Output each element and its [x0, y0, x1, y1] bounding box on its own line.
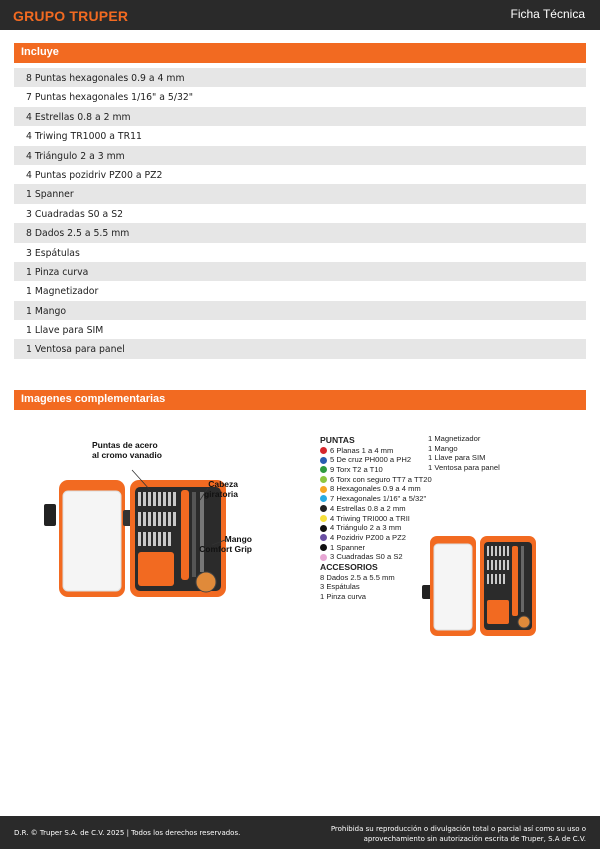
tip-color-icon: [320, 447, 327, 454]
extra-item: 1 Magnetizador: [428, 434, 481, 443]
accessories-title: ACCESORIOS: [320, 561, 378, 572]
tip-color-icon: [320, 457, 327, 464]
includes-heading: Incluye: [14, 43, 586, 63]
include-item: 7 Puntas hexagonales 1/16" a 5/32": [14, 87, 586, 106]
tip-legend-item: [320, 455, 432, 465]
tip-legend-item: [320, 533, 432, 543]
tip-legend-item: [320, 465, 432, 475]
tip-legend-label: 9 Torx T2 a T10: [330, 465, 383, 475]
include-item: 4 Estrellas 0.8 a 2 mm: [14, 107, 586, 126]
accessory-item: 8 Dados 2.5 a 5.5 mm: [320, 572, 395, 582]
tip-legend-item: [320, 514, 432, 524]
tip-legend-item: [320, 446, 432, 456]
tips-legend: [320, 436, 432, 602]
tip-legend-item: [320, 484, 432, 494]
include-item: 1 Ventosa para panel: [14, 339, 586, 358]
tip-legend-item: [320, 523, 432, 533]
tip-legend-label: 4 Estrellas 0.8 a 2 mm: [330, 503, 406, 513]
tip-color-icon: [320, 544, 327, 551]
tip-legend-label: 6 Planas 1 a 4 mm: [330, 445, 394, 455]
accessory-item: 3 Espátulas: [320, 582, 360, 592]
include-item: 4 Triwing TR1000 a TR11: [14, 126, 586, 145]
tip-color-icon: [320, 486, 327, 493]
footer-notice: Prohibida su reproducción o divulgación total o parcial así como su uso o aprovechamiento sin autorización escrita de Truper, S.A de C.V.: [330, 825, 586, 843]
tool-case-small-image: [420, 530, 540, 642]
include-item: 4 Puntas pozidriv PZ00 a PZ2: [14, 165, 586, 184]
tip-legend-label: 7 Hexagonales 1/16" a 5/32": [330, 494, 427, 504]
includes-list: [14, 68, 586, 359]
callout-grip: Mango Comfort Grip: [199, 534, 252, 554]
tip-legend-label: 3 Cuadradas S0 a S2: [330, 552, 403, 562]
include-item: 8 Puntas hexagonales 0.9 a 4 mm: [14, 68, 586, 87]
include-item: 1 Magnetizador: [14, 281, 586, 300]
callout-head: Cabeza giratoria: [203, 479, 238, 499]
tip-legend-label: 6 Torx con seguro TT7 a TT20: [330, 474, 432, 484]
include-item: 3 Cuadradas S0 a S2: [14, 204, 586, 223]
extra-item: 1 Llave para SIM: [428, 453, 486, 463]
tip-color-icon: [320, 466, 327, 473]
brand-logo: GRUPO TRUPER: [13, 8, 129, 24]
include-item: 1 Pinza curva: [14, 262, 586, 281]
tips-legend-list: [320, 446, 432, 562]
tips-legend-title: PUNTAS: [320, 435, 355, 445]
tip-color-icon: [320, 515, 327, 522]
include-item: 1 Mango: [14, 301, 586, 320]
callout-tips: Puntas de acero al cromo vanadio: [92, 440, 162, 460]
footer: [0, 816, 600, 849]
tip-color-icon: [320, 525, 327, 532]
tip-color-icon: [320, 495, 327, 502]
tip-legend-item: [320, 504, 432, 514]
include-item: 1 Llave para SIM: [14, 320, 586, 339]
tip-legend-item: [320, 552, 432, 562]
extra-item: 1 Mango: [428, 443, 458, 453]
accessory-item: 1 Pinza curva: [320, 592, 367, 602]
tip-legend-label: 4 Triwing TRI000 a TRII: [330, 513, 410, 523]
extras-list: [428, 434, 500, 473]
tip-legend-item: [320, 543, 432, 553]
images-heading: Imagenes complementarias: [14, 390, 586, 410]
tip-legend-label: 1 Spanner: [330, 542, 366, 552]
include-item: 4 Triángulo 2 a 3 mm: [14, 146, 586, 165]
tip-color-icon: [320, 476, 327, 483]
header-bar: [0, 0, 600, 30]
tip-legend-label: 8 Hexagonales 0.9 a 4 mm: [330, 484, 421, 494]
extra-item: 1 Ventosa para panel: [428, 463, 500, 473]
tip-legend-item: [320, 475, 432, 485]
tool-case-image: [40, 440, 290, 600]
tip-legend-label: 5 De cruz PH000 a PH2: [330, 455, 412, 465]
include-item: 1 Spanner: [14, 184, 586, 203]
include-item: 3 Espátulas: [14, 243, 586, 262]
include-item: 8 Dados 2.5 a 5.5 mm: [14, 223, 586, 242]
tip-color-icon: [320, 554, 327, 561]
tip-color-icon: [320, 505, 327, 512]
footer-copyright: D.R. © Truper S.A. de C.V. 2025 | Todos los derechos reservados.: [14, 829, 241, 837]
tip-legend-label: 4 Triángulo 2 a 3 mm: [330, 523, 402, 533]
tip-color-icon: [320, 534, 327, 541]
tip-legend-item: [320, 494, 432, 504]
tip-legend-label: 4 Pozidriv PZ00 a PZ2: [330, 532, 406, 542]
document-type: Ficha Técnica: [510, 7, 585, 21]
